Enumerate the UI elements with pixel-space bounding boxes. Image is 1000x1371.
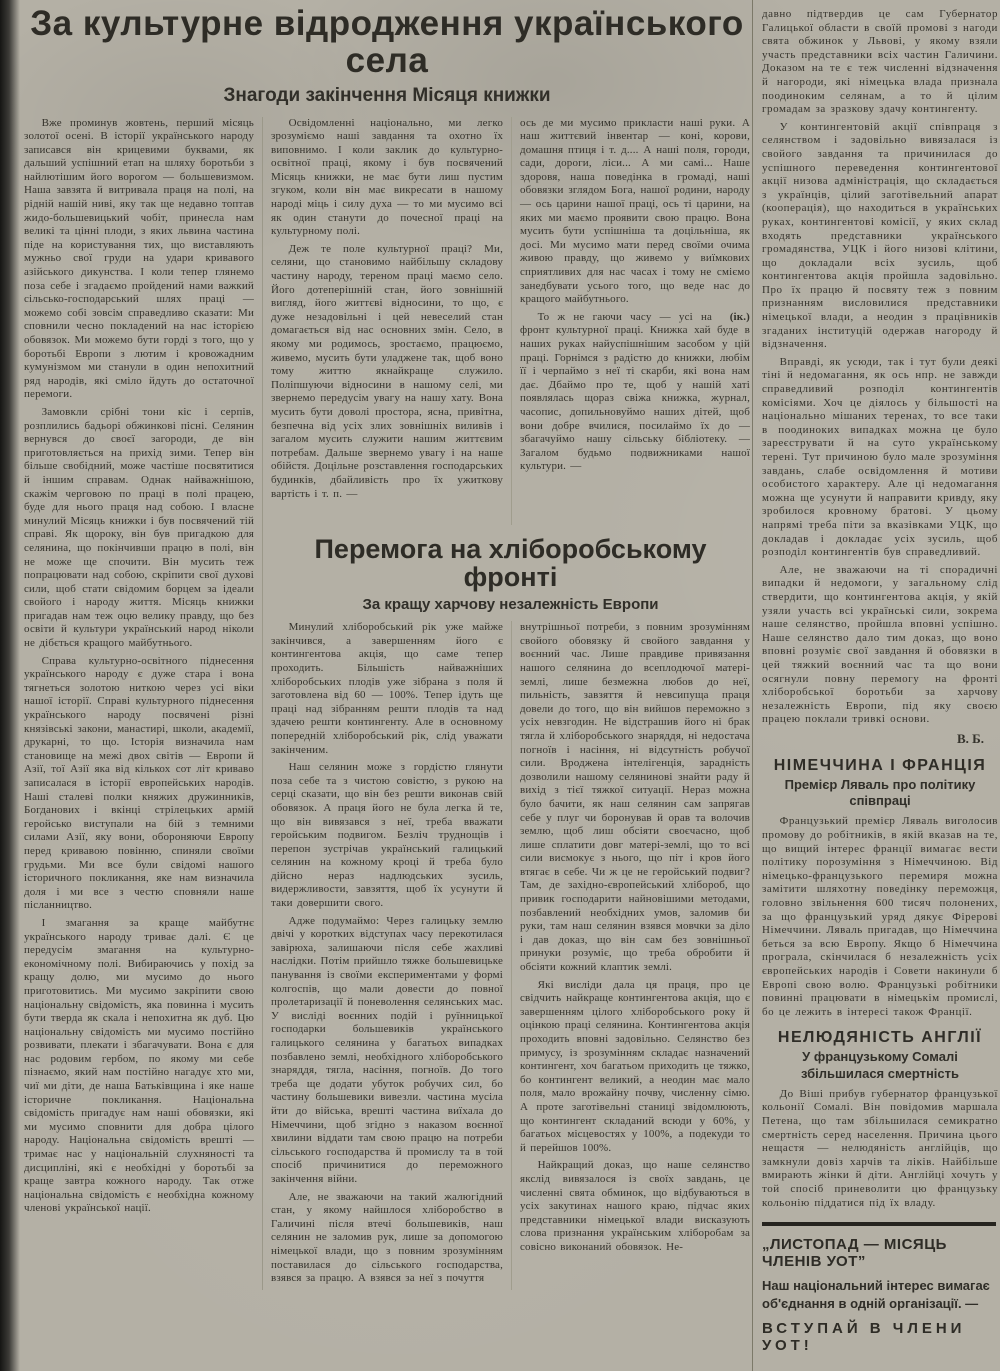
main-articles-zone [24,6,750,1367]
uot-membership-notice [762,1236,998,1354]
paragraph: ось де ми мусимо прикласти наші руки. А наш життєвий інвентар — коні, корови, домашня птиця і т. д.... А наші поля, городи, сади, дороги, ліси... А ми самі... Наше здоровя, наша поведінка в громаді, наші обовязки зглядом Бога, нашої родини, народу — ось царини нашої праці, ось ті царини, на яких ми маємо проявити свою працю. Вона мусить бути успішніша та доцільніша, як досі. Ми мусимо мати перед своїми очима живою правду, що живемо у виїмкових сприятливих для нас часах і тому не сміємо занедбувати усього того, що веде нас до кращого майбутнього. [520,116,750,306]
article-village-column-1 [24,117,263,1290]
article-harvest-column-1 [271,621,512,1290]
article-harvest-headline: Перемога на хліборобському фронті [314,534,707,592]
section-title: НІМЕЧЧИНА І ФРАНЦІЯ [773,756,987,774]
paragraph: Адже подумаймо: Через галицьку землю двічі у коротких відступах часу перекотилася завірюха, залишаючи після себе жахливі наслідки. Потім прийшло тяжке большевицьке панування із своїми експериментами у формі колгоспів, що мали довести до повної пролетаризації й поневолення селянських мас. У висліді воєнних подій і руїнницької господарки большевиків українського галицького селянина у багатьох випадках позбавлено землі, необхідного хліборобського знаряддя, тягла, насіння, погноїв. До того треба ще додати убуток робучих сил, бо частину большевики вивезли. частина мусіла йти до війська, врешті частина виїхала до Німеччини, щоб згідно з наказом воєнної хвилини віддати там свою працю на потреби сільського господарства й промислу та в той спосіб причинитися до переможного закінчення війни. [271,914,503,1185]
section-england [762,1029,998,1210]
article-end-mark: (ік.) [729,310,750,323]
article-village-headline: За культурне відродження українського села [30,4,744,80]
article-harvest [271,535,750,1290]
uot-notice-text: Наш національний інтерес вимагає об'єднання в одній організації. — [762,1278,990,1311]
paragraph: Деж те поле культурної праці? Ми, селяни, що становимо найбільшу складову частину народу, тереном праці маємо село. Його дотеперішній стан, його зовнішній вигляд, його життєві відносини, то що, є дуже незадовільні і цей невеселий стан домагається від нас основних змін. Село, в якому ми родимось, зростаємо, працюємо, живемо, мусить бути уладжене так, щоб воно тому життю якнайкраще служило. Поліпшуючи відносини в нашому селі, ми звернемо передусім увагу на нашу хату. Вона мусить бути доволі простора, ясна, привітна, безпечна від усіх злих зовнішніх виливів і загалом мусить служити нашим життєвим потребам. Дальше звернемо увагу і на наше обійстя. Доцільне розставлення господарських будинків, дбайливість про їх ужиткову вартість і т. п. — [271,242,503,500]
paragraph: Найкращий доказ, що наше селянство якслід вивязалося із своїх завдань, це численні свята обминок, що відбуваються в усіх закутинах нашого краю, підчас яких представники німецької влади висказують слова признання українським хліборобам за совісно виконаний обовязок. Не- [520,1159,750,1253]
paragraph: До Віші прибув губернатор французької кольонії Сомалі. Він повідомив маршала Петена, що там збільшилася семикратно смертність серед населення. Причина цього нещастя — нелюдяність англійців, що замкнули довіз харчів та ліків. Найбільше вмирають жінки й діти. Англійці хочуть у той спосіб приневолити цю французьку кольонію піддатися під їх владу. [762,1087,998,1209]
section-subtitle: Премієр Ляваль про політику співпраці [784,776,976,809]
section-subtitle: У французькому Сомалі збільшилася смертність [800,1049,960,1081]
section-title: НЕЛЮДЯНІСТЬ АНГЛІЇ [777,1029,983,1047]
author-initials: В. Б. [956,730,984,746]
paragraph: внутрішньої потреби, з повним зрозумінням свойого обовязку й свойого завдання у воєнний час. Лише правдиве привязання нашого селянина до всеплодючої матері-землі, лише безмежна любов до неї, пильність, завзяття й невсипуща праця довели до того, що він вийшов переможно з усіх невзгодин. Не відстрашив його ні брак тягла й хліборобського знаряддя, ні недостача погноїв і насіння, ні відсутність робучої сили. Вроджена інтелігенція, зарадність дозволили нашому селянинові знайти раду й вихід з тієї тяжкої ситуації. Нераз можна було бачити, як наш селянин сам запрягав себе у плуг чи боронував й орав та волочив землю, щоб лиш обсіяти своєчасно, щоб лише сплатити довг матері-землі, що то всі сили висмокує з нього, що піт і кров його втягає в себе. Чи ж це не геройський подвиг? Там, де західно-європейський хлібороб, що привик господарити найновішими методами, позбавлений необхідних умов, заломив би руки, там наш селянин взявся мовчки за діло і дав доказ, що він сам без зовнішньої принуки розуміє, що треба обробити й обсіяти кожний клаптик землі. [520,621,750,974]
paragraph: давно підтвердив це сам Губернатор Галицької области в своїй промові з нагоди свята обжинок у Львові, у якому взяли участь представники всіх частин Галичини. Доказом на те є теж численні відзначення й нагороди, які німецька влада признала поодиноким селянам, а то й цілим громадам за зразкову здачу контингенту. [762,8,998,116]
paragraph: Які висліди дала ця праця, про це свідчить найкраще контингентова акція, що є завершенням цілого хліборобського року й оцінкою праці селянина. Контингентова акція проходить вповні задовільно. Селянство без примусу, із зрозумінням складає назначений контингент, хоч багатьом приходить це тяжко, бо контингент великий, а неодин має мало поля, мало врожайну почву, численну сімю. А проте заготівельні станиці звідомлюють, що контингент складаний всюди у 60%, у багатьох місцевостях у 100%, а подекуди то й перейшов 100%. [520,978,750,1154]
uot-notice-slogan: ВСТУПАЙ В ЧЛЕНИ УОТ! [762,1320,966,1355]
right-news-column [752,0,1000,1371]
article-village-header [24,6,750,107]
article-harvest-subheadline: За кращу харчову незалежність Европи [362,596,659,614]
paragraph: Вправді, як усюди, так і тут були деякі тіні й недомагання, як ось нпр. не завжди справедливий розподіл контингентів комісіями. Хоч це діялось у більшості на національно мішаних теренах, то все таки в поодиноких випадках можна це було зареєструвати й на суто українському терені. Тут причиною було мале зрозуміння завдань, слабе освідомлення й мотиви особистого характеру. Але ці недомагання можна ще усунути й направити кривду, яку зробилося кровному братові. У цьому напрямі треба піти за вказівками УЦК, що докладав і докладає усіх зусиль, щоб розподіл контингентів був справедливий. [762,355,998,559]
article-harvest-column-2 [512,621,750,1290]
paragraph: Справа культурно-освітного піднесення українського народу є дуже стара і вона тягнеться золотою ниткою через усі віки нашої історії. Справі культурного піднесення українського народу посвячені різні князівські закони, манастирі, школи, академії, друкарні, то що. Історія визначила нам становище на межі двох світів — Европи й Азії, тої Азії яка від кількох сот літ криваво записалася в історії европейських народів. Наші сталеві полки княжих дружинників, Богданових і вкінці стрілецьких армій геройсько виступали на бій з темними силами Азії, яку вони, обороняючи Европу перед кривавою повінню, спиняли своїми грудьми. Ми все були свідомі нашого історичного покликання, яке нам визначила доля і ми все з честю сповняли наше післанництво. [24,654,254,912]
paragraph: У контингентовій акції співпраця з селянством і задовільно вивязалася із свойого завдання та причинилася до успішного переведення контингентової акції низова адміністрація, що складається з українців, цілий заготівельний апарат (кооперація), що находиться в українських руках, контингентові комісії, у яких склад входять представники українського громадянства, УЦК і його низові клітини, що докладали всіх зусиль, щоб контингентова акція пройшла задовільно. Про їх працю й посвяту теж з повним признанням висловилися представники німецької влади, а неодин з працівників згаданих інституцій одержав нагороду й відзначення. [762,120,998,351]
article-village-column-3 [512,117,750,525]
paragraph: Але, не зважаючи на такий жалюгідний стан, у якому найшлося хліборобство в Галичині після втечі большевиків, наш селянин не заломив рук, лише за допомогою німецької влади, що з повним зрозумінням поставилася до сільського господарства, взявся за працю. А взявся за неї з почуття [271,1190,503,1285]
paragraph: Вже проминув жовтень, перший місяць золотої осені. В історії українського народу записався він крицевими буквами, як дальший успішний етап на шляху боротьби з найлютішим його ворогом — большевизмом. Наша завзята й витривала праця на полі, на рідній нашій ниві, яку так ще недавно топтав жидо-большевицький чобіт, принесла нам великі та цінні плоди, з яких львина частина піде на користування тих, що виставляють мужньо свої груди на удари кривавого азійського дикунства. І коли тепер глянемо поза себе і згадаємо пройдений нами важкий сільсько-господарський шлях праці — можемо собі зовсім справедливо сказати: Ми сповнили чесно покладений на нас історією обовязок. Ми можемо бути горді з того, що у боротьбі Европи з лютим і кровожадним кумунізмом ми станули в один непохитний ряд народів, які сміло йдуть до остаточної перемоги. [24,116,254,401]
paragraph: Замовкли срібні тони кіс і серпів, розплились бадьорі обжинкові пісні. Селянин вернувся до своєї загороди, де він приготовляється на прихід зими. Тепер він більше свобідний, може частіше посвятитися й іншим справам. Однак найважнішою, скажім черговою по праці в полі працею, буде для нього праця над собою. І власне минулий Місяць книжки і був посвячений тій справі. Як щороку, він був пригадкою для селянина, що покінчивши працю в полі, він не може ще спочити. Він мусить теж попрацювати над собою, скріпити свої духові сили, щоб стати свідомим борцем за ідеали свойого і народу життя. Місяць книжки пригадав нам теж оцю велику правду, що без освіти й культури український народ ніколи не дібється кращого майбутнього. [24,405,254,650]
section-divider [762,1222,996,1226]
paragraph: Минулий хліборобський рік уже майже закінчився, а завершенням його є контингентова акція, що саме тепер проходить. Більшість найважніших хліборобських плодів уже зібрана з поля й заготовлена від 60 — 100%. Тепер ідуть ще праці над зібранням решти плодів та над здачею решти контингенту. Але в основному попередній хліборобський рік, слід уважати закінченим. [271,621,503,756]
paragraph: Але, не зважаючи на ті спорадичні випадки й недомоги, у загальному слід ствердити, що контингентова акція, у якій узяли участь всі українські сили, зокрема наше селянство, пройшла вповні успішно. Наше селянство дало тим доказ, що воно вповні розуміє свої завдання й обовязки в цей тяжкий воєнний час та що вони осягнули повну перемогу на фронті хліборобської боротьби за харчову незалежність Европи, під яку своєю працею поклали тривкі основи. [762,563,998,726]
paragraph-text: То ж не гаючи часу — усі на фронт культурної праці. Книжка хай буде в наших руках найуспішнішим засобом у цій праці. Горнімся з радістю до книжки, любім її і черпаймо з неї ті скарби, які вона нам дає. Дбаймо про те, щоб у нашій хаті появлялась щораз свіжа книжка, журнал, часопис, допильновуймо наших дітей, щоб вони добре вчилися, посилаймо їх до — збагачуймо нашу сільську бібліотеку. — Загалом будьмо подвижниками нашої культури. — [520,310,750,473]
article-village-column-2 [271,117,512,525]
paragraph [520,311,750,474]
scan-edge-shadow [0,0,20,1371]
paragraph: І змагання за краще майбутнє українського народу триває далі. Є це передусім змагання на культурно-економічному полі. Вибираючись у похід за кращу долю, ми мусимо до нього приготовитись. Ми мусимо закріпити свою національну свідомість, яка повинна і мусить бути тверда як скала і непохитна як дуб. Цю національну свідомість ми мусимо постійно розвивати, плекати і збагачувати. Вона є для нас родовим гербом, по якому ми себе пізнаємо, який нам постійно нагадує хто ми, чиї ми діти, де наша Батьківщина і яке наше історичне покликання. Національна свідомість пригадує нам наші обовязки, які ми мусимо сповнити для добра цілого народу. Національна свідомість врешті — тримає нас у національній слухняності та дисципліні, які є необхідні у боротьбі за краще завтра кожного народу. Так отже національна свідомість є необхідна кожному членові української нації. [24,916,254,1215]
paragraph: Французький премієр Ляваль виголосив промову до робітників, в якій вказав на те, що вищий інтерес франції вимагає вести політику порозуміння з Німеччиною. Від німецько-французького перемиря можна замітити шляхотну поведінку переможця, головно звільнення 600 тисяч полонених, за що французький уряд дякує Фірерові Німеччини. Ляваль пригадав, що Німеччина беться за всю Европу. Якщо б Німеччина програла, скінчилася б незалежність усіх європейських народів і Совети накинули б Европі свою волю. Французькі робітники повинні працювати в німецькім промислі, бо це лежить в інтересі також Франції. [762,815,998,1018]
paragraph: Освідомленні національно, ми легко зрозуміємо наші завдання та охотно їх виповнимо. І коли заклик до культурно-освітної праці, якому і був посвячений Місяць книжки, не має бути лиш пустим згуком, коли він має викресати в нашому народі міць і силу духа — то ми мусимо всі як один станути до почесної праці на культурному полі. [271,116,503,238]
section-germany-france [762,757,998,1019]
article-village-subheadline: Знагоди закінчення Місяця книжки [223,84,551,106]
uot-notice-title: „ЛИСТОПАД — МІСЯЦЬ ЧЛЕНІВ УОТ” [762,1236,947,1271]
paragraph: Наш селянин може з гордістю глянути поза себе та з чистою совістю, з рукою на серці сказати, що він без решти виконав свій обовязок. А праця його не була легка й те, що він вивязався з неї, треба вважати геройським подвигом. Безліч труднощів і перепон зустрічав український галицький селянин на кожному кроці й треба було дійсно нераз надлюдських зусиль, видержливости, завзяття, щоб їх усунути й таки довершити свого. [271,761,503,910]
